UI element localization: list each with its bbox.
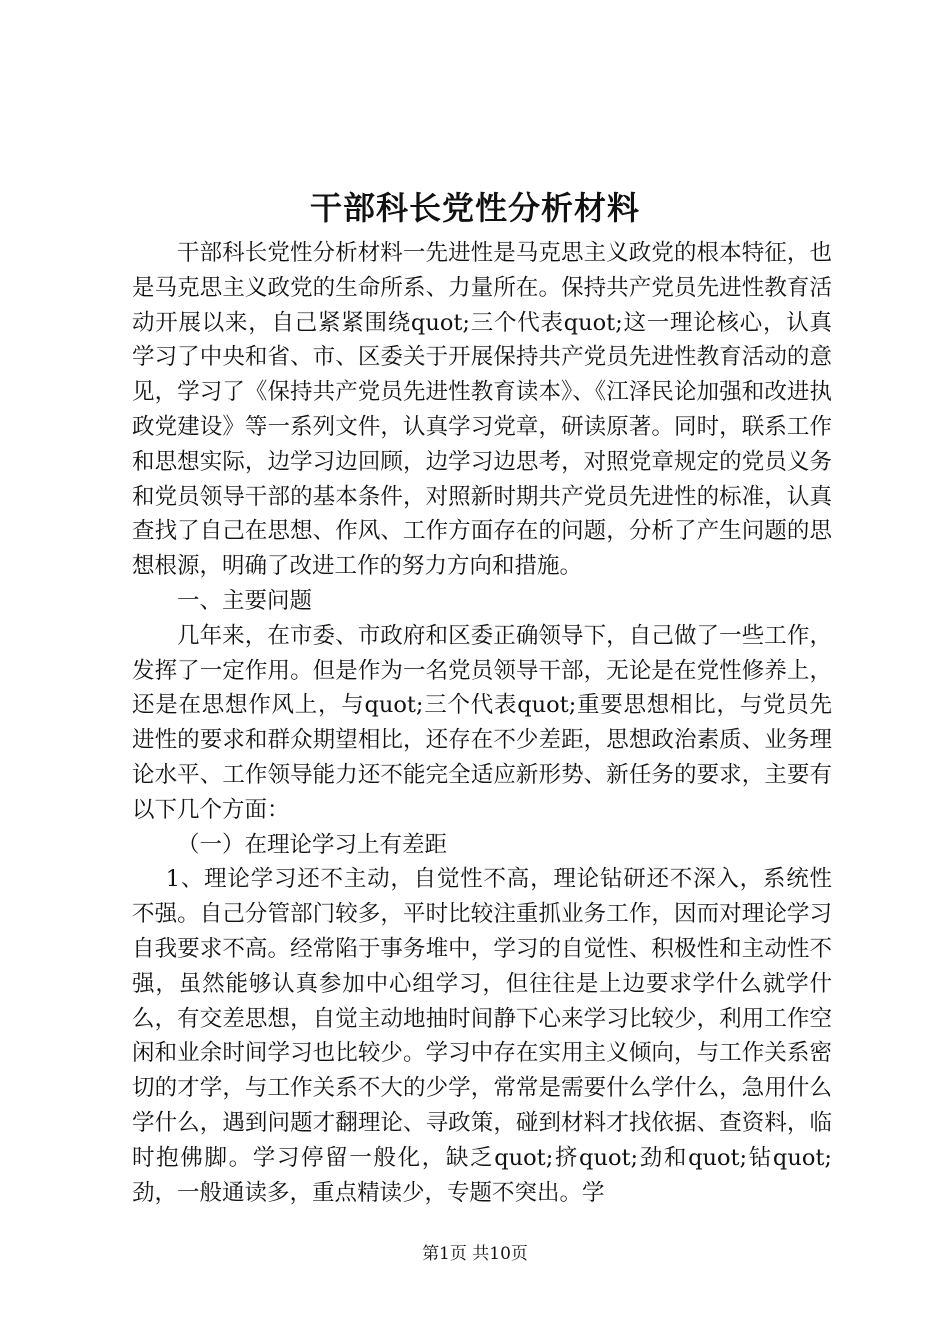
intro-paragraph: 干部科长党性分析材料一先进性是马克思主义政党的根本特征，也是马克思主义政党的生命所系、力量所在。保持共产党员先进性教育活动开展以来，自己紧紧围绕quot;三个代表quot;这一理论核心，认真学习了中央和省、市、区委关于开展保持共产党员先进性教育活动的意见，学习了《保持共产党员先进性教育读本》、《江泽民论加强和改进执政党建设》等一系列文件，认真学习党章，研读原著。同时，联系工作和思想实际，边学习边回顾，边学习边思考，对照党章规定的党员义务和党员领导干部的基本条件，对照新时期共产党员先进性的标准，认真查找了自己在思想、作风、工作方面存在的问题，分析了产生问题的思想根源，明确了改进工作的努力方向和措施。 [132,240,832,580]
document-title: 干部科长党性分析材料 [309,189,640,227]
problems-paragraph: 几年来，在市委、市政府和区委正确领导下，自己做了一些工作，发挥了一定作用。但是作为一名党员领导干部，无论是在党性修养上，还是在思想作风上，与quot;三个代表quot;重要思想相比，与党员先进性的要求和群众期望相比，还存在不少差距，思想政治素质、业务理论水平、工作领导能力还不能完全适应新形势、新任务的要求，主要有以下几个方面： [132,622,832,823]
document-body [132,236,832,1210]
theory-study-paragraph: 1、理论学习还不主动，自觉性不高，理论钻研还不深入，系统性不强。自己分管部门较多，平时比较注重抓业务工作，因而对理论学习自我要求不高。经常陷于事务堆中，学习的自觉性、积极性和主动性不强，虽然能够认真参加中心组学习，但往往是上边要求学什么就学什么，有交差思想，自觉主动地抽时间静下心来学习比较少，利用工作空闲和业余时间学习也比较少。学习中存在实用主义倾向，与工作关系密切的才学，与工作关系不大的少学，常常是需要什么学什么，急用什么学什么，遇到问题才翻理论、寻政策，碰到材料才找依据、查资料，临时抱佛脚。学习停留一般化，缺乏quot;挤quot;劲和quot;钻quot;劲，一般通读多，重点精读少，专题不突出。学 [132,866,832,1206]
page-footer: 第1页 共10页 [422,1244,528,1264]
subsection-heading-theory-study: （一）在理论学习上有差距 [177,831,448,858]
section-heading-main-problems: 一、主要问题 [177,587,313,614]
